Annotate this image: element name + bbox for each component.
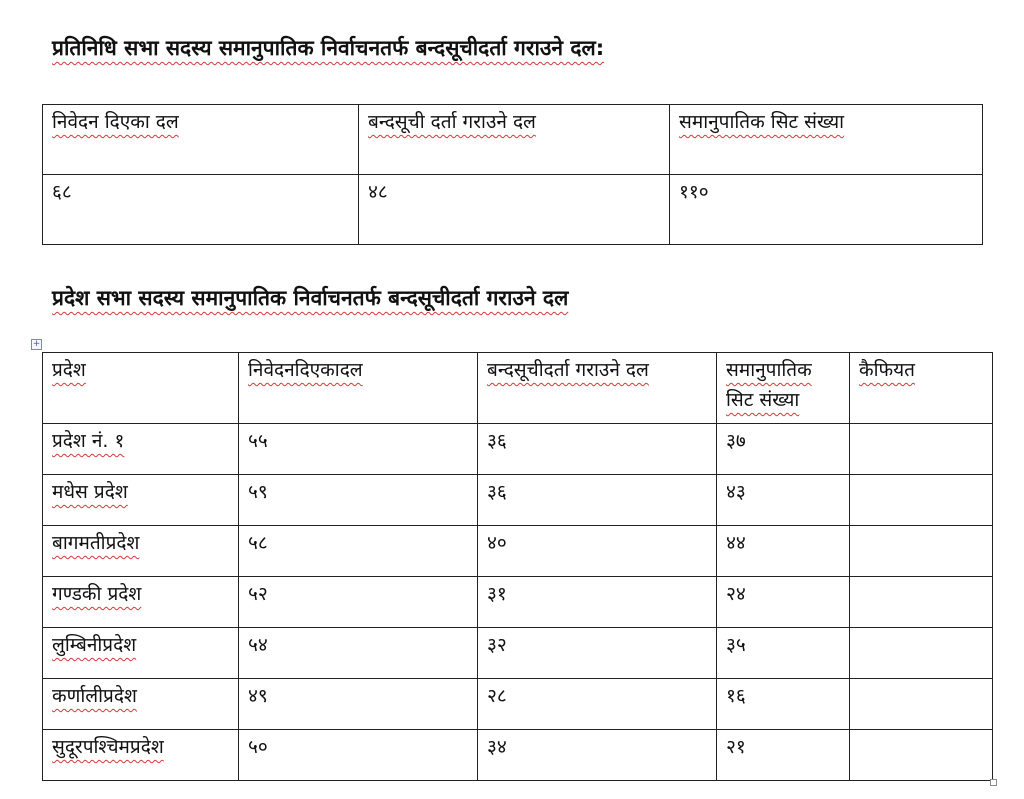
table-cell[interactable] <box>239 577 478 628</box>
table-cell[interactable] <box>717 577 850 628</box>
table-cell[interactable] <box>850 577 993 628</box>
proportional-seats-value: १६ <box>726 685 746 707</box>
table-cell[interactable] <box>239 424 478 475</box>
closed-list-parties-value: ३१ <box>487 583 507 605</box>
header-closed-list-parties: बन्दसूचीदर्ता गराउने दल <box>487 359 649 381</box>
proportional-seats-value: ४४ <box>726 532 746 554</box>
closed-list-parties-value: ३६ <box>487 430 507 452</box>
applicant-parties-value: ५४ <box>248 634 268 656</box>
table-cell[interactable] <box>478 526 717 577</box>
province-name: गण्डकी प्रदेश <box>52 583 142 605</box>
table-header-cell[interactable] <box>717 353 850 424</box>
applicant-parties-value: ४९ <box>248 685 268 707</box>
table-cell[interactable] <box>43 475 239 526</box>
table-cell[interactable] <box>43 577 239 628</box>
closed-list-parties-value: ४८ <box>368 181 388 203</box>
table-cell[interactable] <box>850 679 993 730</box>
applicant-parties-value: ५८ <box>248 532 268 554</box>
header-remarks: कैफियत <box>859 359 916 381</box>
table-cell[interactable] <box>478 628 717 679</box>
applicant-parties-value: ६८ <box>52 181 72 203</box>
province-name: बागमतीप्रदेश <box>52 532 140 554</box>
heading-hor-proportional-parties: प्रतिनिधि सभा सदस्य समानुपातिक निर्वाचनतर्फ बन्दसूचीदर्ता गराउने दल: <box>52 36 605 60</box>
closed-list-parties-value: ३४ <box>487 736 507 758</box>
table-cell[interactable] <box>239 730 478 781</box>
table-header-cell[interactable] <box>359 105 670 175</box>
applicant-parties-value: ५९ <box>248 481 268 503</box>
table-row <box>43 526 993 577</box>
table-cell[interactable] <box>43 175 359 245</box>
header-closed-list-parties: बन्दसूची दर्ता गराउने दल <box>368 111 536 133</box>
closed-list-parties-value: ३२ <box>487 634 507 656</box>
table-cell[interactable] <box>717 526 850 577</box>
table-row <box>43 730 993 781</box>
province-name: प्रदेश नं. १ <box>52 430 125 452</box>
move-cross-icon[interactable]: + <box>32 339 41 349</box>
table-cell[interactable] <box>478 475 717 526</box>
closed-list-parties-value: ४० <box>487 532 507 554</box>
table-cell[interactable] <box>239 679 478 730</box>
table-cell[interactable] <box>239 526 478 577</box>
table-cell[interactable] <box>43 628 239 679</box>
table-row <box>43 577 993 628</box>
province-name: लुम्बिनीप्रदेश <box>52 634 137 656</box>
table-cell[interactable] <box>43 424 239 475</box>
header-applicant-parties: निवेदनदिएकादल <box>248 359 363 381</box>
table-header-row <box>43 353 993 424</box>
table-cell[interactable] <box>850 628 993 679</box>
table-row <box>43 679 993 730</box>
table-row <box>43 628 993 679</box>
table-cell[interactable] <box>670 175 983 245</box>
heading-province-proportional-parties: प्रदेश सभा सदस्य समानुपातिक निर्वाचनतर्फ बन्दसूचीदर्ता गराउने दल <box>52 286 569 310</box>
table-cell[interactable] <box>850 526 993 577</box>
table-cell[interactable] <box>478 679 717 730</box>
table-cell[interactable] <box>239 475 478 526</box>
table-header-cell[interactable] <box>239 353 478 424</box>
header-proportional-seats: समानुपातिक सिट संख्या <box>726 359 812 411</box>
table-cell[interactable] <box>850 475 993 526</box>
resize-square-icon[interactable] <box>990 779 997 786</box>
table-header-cell[interactable] <box>850 353 993 424</box>
proportional-seats-value: ११० <box>679 181 709 203</box>
table-header-cell[interactable] <box>478 353 717 424</box>
proportional-seats-value: ३५ <box>726 634 746 656</box>
table-cell[interactable] <box>717 475 850 526</box>
table-cell[interactable] <box>717 730 850 781</box>
closed-list-parties-value: २८ <box>487 685 507 707</box>
table-cell[interactable] <box>43 526 239 577</box>
table-cell[interactable] <box>717 679 850 730</box>
province-table <box>42 352 993 781</box>
table-row <box>43 175 983 245</box>
closed-list-parties-value: ३६ <box>487 481 507 503</box>
table-cell[interactable] <box>478 424 717 475</box>
header-proportional-seats: समानुपातिक सिट संख्या <box>679 111 845 133</box>
header-province: प्रदेश <box>52 359 86 381</box>
province-name: सुदूरपश्चिमप्रदेश <box>52 736 164 758</box>
table-row <box>43 424 993 475</box>
applicant-parties-value: ५५ <box>248 430 268 452</box>
applicant-parties-value: ५२ <box>248 583 268 605</box>
table-cell[interactable] <box>478 577 717 628</box>
table-header-cell[interactable] <box>670 105 983 175</box>
applicant-parties-value: ५० <box>248 736 268 758</box>
proportional-seats-value: ४३ <box>726 481 746 503</box>
hor-summary-table <box>42 104 983 245</box>
province-name: कर्णालीप्रदेश <box>52 685 137 707</box>
table-cell[interactable] <box>43 730 239 781</box>
table-cell[interactable] <box>239 628 478 679</box>
province-name: मधेस प्रदेश <box>52 481 128 503</box>
table-cell[interactable] <box>359 175 670 245</box>
proportional-seats-value: ३७ <box>726 430 746 452</box>
table-row <box>43 475 993 526</box>
proportional-seats-value: २४ <box>726 583 746 605</box>
table-header-cell[interactable] <box>43 105 359 175</box>
header-applicant-parties: निवेदन दिएका दल <box>52 111 179 133</box>
table-header-cell[interactable] <box>43 353 239 424</box>
table-cell[interactable] <box>717 628 850 679</box>
table-cell[interactable] <box>43 679 239 730</box>
table-cell[interactable] <box>850 730 993 781</box>
table-header-row <box>43 105 983 175</box>
table-cell[interactable] <box>850 424 993 475</box>
table-cell[interactable] <box>717 424 850 475</box>
proportional-seats-value: २१ <box>726 736 746 758</box>
table-cell[interactable] <box>478 730 717 781</box>
